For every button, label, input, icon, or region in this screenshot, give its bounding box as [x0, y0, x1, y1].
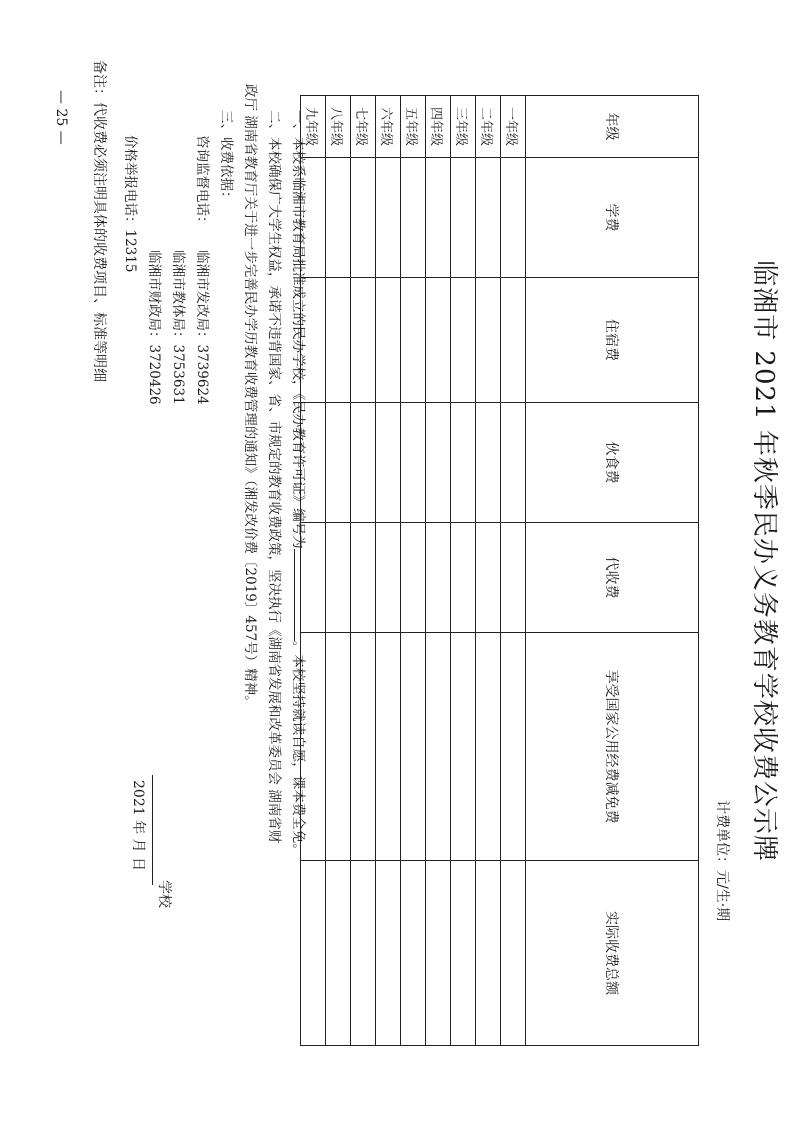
fee-table-header-row	[526, 96, 699, 1046]
phone-education-bureau: 临湘市教体局：3753631	[170, 250, 186, 405]
page-number: — 25 —	[53, 90, 69, 145]
grade-cell: 七年级	[351, 96, 376, 158]
page-title: 临湘市 2021 年秋季民办义务教育学校收费公示牌	[749, 260, 779, 862]
license-number-blank	[294, 549, 309, 641]
header-boarding: 住宿费	[526, 278, 699, 403]
grade-cell: 三年级	[451, 96, 476, 158]
grade-cell: 四年级	[426, 96, 451, 158]
note-line-1	[286, 110, 310, 857]
table-row	[426, 96, 451, 1046]
school-name-line	[152, 775, 153, 885]
grade-cell: 二年级	[476, 96, 501, 158]
note-line-4: 三、收费依据：	[218, 110, 234, 205]
grade-cell: 一年级	[501, 96, 526, 158]
price-report-phone: 价格举报电话：12315	[122, 135, 138, 273]
billing-unit: 计费单位：元/生·期	[714, 800, 730, 922]
header-tuition: 学费	[526, 158, 699, 278]
consult-label: 咨询监督电话：	[194, 135, 210, 230]
table-row	[351, 96, 376, 1046]
note-line-2: 二、本校确保广大学生权益，承诺不违背国家、省、市规定的教育收费政策，坚决执行《湖南省发展和改革委员会 湖南省财	[266, 110, 282, 844]
signature-date: 2021 年 月 日	[130, 780, 146, 871]
phone-finance-bureau: 临湘市财政局：3720426	[146, 250, 162, 405]
signature-school: 学校	[156, 880, 172, 908]
header-actual-total: 实际收费总额	[526, 861, 699, 1046]
grade-cell: 六年级	[376, 96, 401, 158]
grade-cell: 九年级	[301, 96, 326, 158]
note-1-text-b: 。本校坚持就读自愿，课本费全免。	[290, 640, 306, 857]
header-grade: 年级	[526, 96, 699, 158]
remark: 备注：代收费必须注明具体的收费项目、标准等明细	[91, 60, 107, 382]
grade-cell: 五年级	[401, 96, 426, 158]
table-row	[326, 96, 351, 1046]
phone-development-bureau: 临湘市发改局：3739624	[194, 250, 210, 405]
table-row	[376, 96, 401, 1046]
note-line-3: 政厅 湖南省教育厅关于进一步完善民办学历教育收费管理的通知》（湘发改价费〔2019〕457号）精神。	[242, 84, 258, 709]
table-row	[451, 96, 476, 1046]
header-public-fund-reduction: 享受国家公用经费减免费	[526, 633, 699, 861]
header-collected-fees: 代收费	[526, 523, 699, 633]
table-row	[476, 96, 501, 1046]
fee-table	[300, 95, 699, 1046]
header-meals: 伙食费	[526, 403, 699, 523]
table-row	[501, 96, 526, 1046]
grade-cell: 八年级	[326, 96, 351, 158]
table-row	[401, 96, 426, 1046]
note-1-text-a: 一、本校系临湘市教育局批准成立的民办学校，《民办教育许可证》编号为	[290, 110, 306, 549]
